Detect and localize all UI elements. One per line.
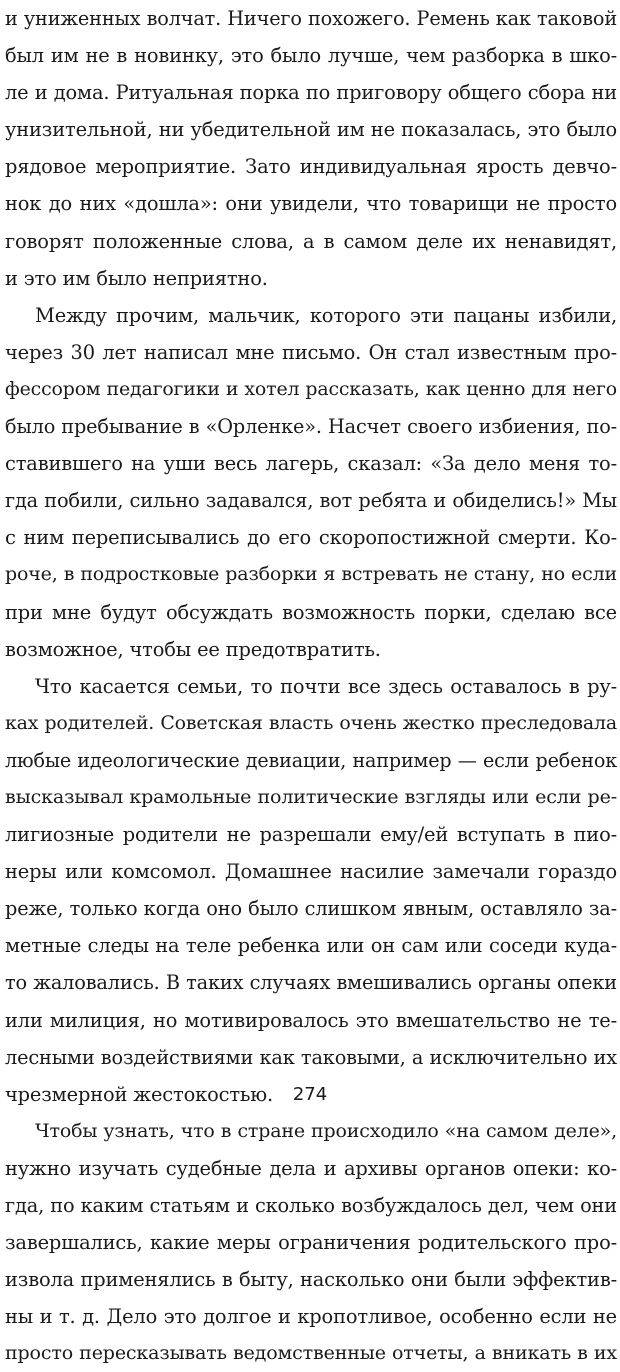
text-line: реже, только когда оно было слишком явным, оставляло за-: [5, 897, 617, 921]
text-line: извола применялись в быту, насколько они были эффектив-: [5, 1268, 617, 1292]
text-line: нужно изучать судебные дела и архивы органов опеки: ко-: [5, 1156, 617, 1180]
text-line: унизительной, ни убедительной им не показалась, это было: [5, 118, 617, 142]
text-line: высказывал крамольные политические взгляды или если ре-: [5, 785, 617, 808]
text-line: неры или комсомол. Домашнее насилие замечали гораздо: [5, 860, 617, 884]
text-line: Что касается семьи, то почти все здесь оставалось в ру-: [35, 674, 617, 698]
text-line: с ним переписывались до его скоропостижной смерти. Ко-: [5, 526, 617, 550]
text-line: лигиозные родители не разрешали ему/ей вступать в пио-: [5, 823, 617, 847]
text-line: через 30 лет написал мне письмо. Он стал известным про-: [5, 340, 617, 364]
text-line: ставившего на уши весь лагерь, сказал: «За дело меня то-: [5, 452, 617, 476]
text-line: метные следы на теле ребенка или он сам или соседи куда-: [5, 934, 617, 958]
text-line: просто пересказывать ведомственные отчеты, а вникать в их: [5, 1342, 617, 1365]
text-line: или милиция, но мотивировалось это вмешательство не те-: [5, 1008, 617, 1032]
text-line: гда побили, сильно задавался, вот ребята и обиделись!» Мы: [5, 489, 617, 513]
text-line: ле и дома. Ритуальная порка по приговору общего сбора ни: [5, 81, 617, 105]
text-line: Чтобы узнать, что в стране происходило «на самом деле»,: [35, 1119, 617, 1142]
text-line: и униженных волчат. Ничего похожего. Ремень как таковой: [5, 7, 617, 30]
text-line: Между прочим, мальчик, которого эти пацаны избили,: [35, 303, 617, 327]
text-line: фессором педагогики и хотел рассказать, как ценно для него: [5, 377, 617, 400]
text-line: возможное, чтобы ее предотвратить.: [5, 637, 381, 661]
text-line: ках родителей. Советская власть очень жестко преследовала: [5, 711, 617, 734]
text-line: то жаловались. В таких случаях вмешивались органы опеки: [5, 971, 617, 995]
text-line: любые идеологические девиации, например — если ребенок: [5, 748, 617, 772]
text-line: говорят положенные слова, а в самом деле их ненавидят,: [5, 229, 617, 253]
text-line: и это им было неприятно.: [5, 266, 268, 290]
text-line: было пребывание в «Орленке». Насчет своего избиения, по-: [5, 415, 617, 439]
text-line: чрезмерной жестокостью.: [5, 1082, 274, 1106]
text-line: лесными воздействиями как таковыми, а исключительно их: [5, 1045, 617, 1069]
text-line: рядовое мероприятие. Зато индивидуальная ярость девчо-: [5, 155, 617, 179]
text-line: был им не в новинку, это было лучше, чем разборка в шко-: [5, 44, 617, 68]
text-line: роче, в подростковые разборки я встревать не стану, но если: [5, 563, 617, 586]
text-line: ны и т. д. Дело это долгое и кропотливое, особенно если не: [5, 1305, 617, 1329]
text-line: нок до них «дошла»: они увидели, что товарищи не просто: [5, 192, 617, 216]
text-line: гда, по каким статьям и сколько возбуждалось дел, чем они: [5, 1194, 617, 1217]
page-number: 274: [292, 1084, 328, 1105]
text-line: при мне будут обсуждать возможность порки, сделаю все: [5, 600, 617, 624]
body-text: [5, 0, 617, 1372]
text-line: завершались, какие меры ограничения родительского про-: [5, 1231, 617, 1255]
